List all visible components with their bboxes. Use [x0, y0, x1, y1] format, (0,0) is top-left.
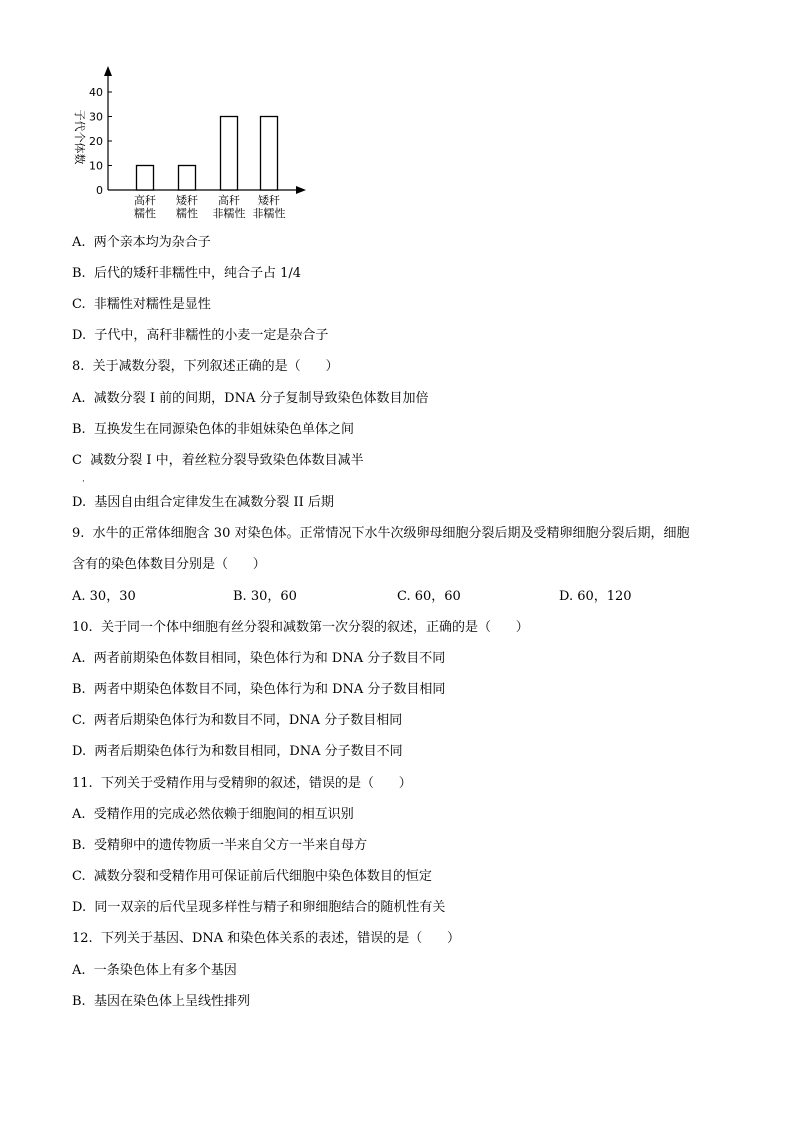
q12-stem: 12. 下列关于基因、DNA 和染色体关系的表述，错误的是（ ） [72, 931, 461, 946]
q11-stem: 11. 下列关于受精作用与受精卵的叙述，错误的是（ ） [72, 776, 412, 791]
offspring-bar-chart [60, 60, 310, 225]
q11-option-c: C. 减数分裂和受精作用可保证前后代细胞中染色体数目的恒定 [72, 869, 432, 884]
q8-option-a: A. 减数分裂 I 前的间期，DNA 分子复制导致染色体数目加倍 [72, 391, 429, 406]
x-tick-label: 糯性 [176, 207, 198, 220]
x-tick-label: 矮秆 [258, 194, 280, 207]
q9-option-a: A. 30，30 [72, 589, 136, 604]
q10-option-d: D. 两者后期染色体行为和数目相同，DNA 分子数目不同 [72, 744, 403, 759]
y-axis-label: 子代个体数 [73, 109, 86, 165]
q12-option-a: A. 一条染色体上有多个基因 [72, 963, 237, 978]
y-tick-label: 10 [89, 159, 103, 173]
y-tick-label: 30 [89, 110, 103, 124]
q7-option-d: D. 子代中，高秆非糯性的小麦一定是杂合子 [72, 328, 329, 343]
q11-option-a: A. 受精作用的完成必然依赖于细胞间的相互识别 [72, 807, 354, 822]
q11-option-d: D. 同一双亲的后代呈现多样性与精子和卵细胞结合的随机性有关 [72, 900, 446, 915]
x-tick-label: 非糯性 [212, 207, 246, 220]
q9-option-c: C. 60，60 [397, 589, 461, 604]
y-axis-arrow [104, 66, 112, 76]
x-tick-label: 非糯性 [252, 207, 286, 220]
bar [221, 117, 238, 191]
q7-option-a: A. 两个亲本均为杂合子 [72, 235, 211, 250]
q8-option-d: D. 基因自由组合定律发生在减数分裂 II 后期 [72, 495, 334, 510]
q10-option-a: A. 两者前期染色体数目相同，染色体行为和 DNA 分子数目不同 [72, 651, 446, 666]
q8-stem: 8. 关于减数分裂，下列叙述正确的是（ ） [72, 359, 339, 374]
q7-option-b: B. 后代的矮秆非糯性中，纯合子占 1/4 [72, 266, 302, 281]
q9-option-d: D. 60，120 [559, 589, 632, 604]
q12-option-b: B. 基因在染色体上呈线性排列 [72, 994, 250, 1009]
q9-option-b: B. 30，60 [233, 589, 297, 604]
q9-stem-line2: 含有的染色体数目分别是（ ） [72, 557, 266, 572]
x-tick-label: 矮秆 [176, 194, 198, 207]
y-tick-label: 0 [96, 184, 103, 197]
q11-option-b: B. 受精卵中的遗传物质一半来自父方一半来自母方 [72, 838, 367, 853]
q8-option-b: B. 互换发生在同源染色体的非姐妹染色单体之间 [72, 422, 354, 437]
stray-mark: · [82, 477, 85, 487]
y-tick-label: 40 [89, 86, 103, 99]
bar [179, 166, 196, 191]
q8-option-c: C 减数分裂 I 中，着丝粒分裂导致染色体数目减半 [72, 453, 364, 468]
bar [261, 117, 278, 191]
q7-option-c: C. 非糯性对糯性是显性 [72, 297, 211, 312]
bar [137, 166, 154, 191]
q10-stem: 10. 关于同一个体中细胞有丝分裂和减数第一次分裂的叙述，正确的是（ ） [72, 620, 529, 635]
q9-stem-line1: 9. 水牛的正常体细胞含 30 对染色体。正常情况下水牛次级卵母细胞分裂后期及受精卵细胞分裂后期，细胞 [72, 526, 690, 541]
y-tick-label: 20 [89, 135, 103, 148]
x-tick-label: 糯性 [134, 207, 156, 220]
x-axis-arrow [296, 186, 306, 194]
x-tick-label: 高秆 [218, 194, 240, 207]
x-tick-label: 高秆 [134, 194, 156, 207]
q10-option-c: C. 两者后期染色体行为和数目不同，DNA 分子数目相同 [72, 713, 403, 728]
q10-option-b: B. 两者中期染色体数目不同，染色体行为和 DNA 分子数目相同 [72, 682, 446, 697]
